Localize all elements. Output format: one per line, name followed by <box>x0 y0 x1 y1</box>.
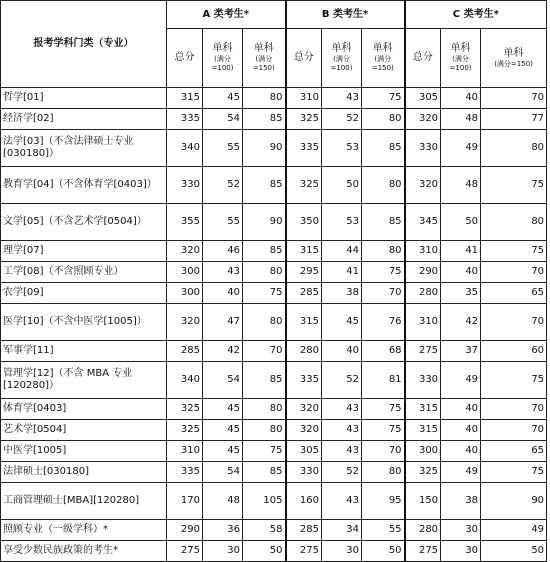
c-sub150-cell: 77 <box>481 109 547 130</box>
a-total-cell: 320 <box>167 304 203 341</box>
major-cell: 中医学[1005] <box>1 441 167 462</box>
b-total-cell: 335 <box>286 130 322 167</box>
c-sub150-cell: 75 <box>481 167 547 204</box>
b-sub150-cell: 80 <box>362 167 405 204</box>
c-total-cell: 325 <box>405 462 441 483</box>
b-sub150-cell: 80 <box>362 462 405 483</box>
c-sub100-cell: 41 <box>441 241 481 262</box>
table-row <box>1 483 547 520</box>
c-total-cell: 290 <box>405 262 441 283</box>
c-sub150-cell: 65 <box>481 441 547 462</box>
b-sub100-header <box>322 29 362 88</box>
c-sub100-cell: 38 <box>441 483 481 520</box>
a-sub150-cell: 80 <box>243 262 286 283</box>
table-row <box>1 541 547 562</box>
sub100-title: 单科 <box>331 43 352 54</box>
b-sub150-header <box>362 29 405 88</box>
major-cell: 教育学[04]（不含体育学[0403]） <box>1 167 167 204</box>
b-total-cell: 305 <box>286 441 322 462</box>
c-sub100-cell: 48 <box>441 109 481 130</box>
a-total-cell: 275 <box>167 541 203 562</box>
major-cell: 经济学[02] <box>1 109 167 130</box>
b-sub100-cell: 34 <box>322 520 362 541</box>
b-sub100-cell: 53 <box>322 130 362 167</box>
sub100-title: 单科 <box>450 43 471 54</box>
b-sub150-cell: 81 <box>362 362 405 399</box>
b-sub100-cell: 41 <box>322 262 362 283</box>
c-sub150-cell: 80 <box>481 204 547 241</box>
c-total-cell: 300 <box>405 441 441 462</box>
b-sub100-cell: 43 <box>322 483 362 520</box>
c-sub150-cell: 75 <box>481 362 547 399</box>
sub150-note: (满分=150) <box>494 59 533 68</box>
c-sub100-cell: 49 <box>441 362 481 399</box>
b-total-cell: 325 <box>286 109 322 130</box>
table-row <box>1 283 547 304</box>
b-total-cell: 285 <box>286 283 322 304</box>
a-sub150-cell: 75 <box>243 283 286 304</box>
c-total-cell: 280 <box>405 283 441 304</box>
c-sub100-header <box>441 29 481 88</box>
c-total-cell: 275 <box>405 341 441 362</box>
a-sub100-cell: 47 <box>203 304 243 341</box>
c-sub150-cell: 70 <box>481 262 547 283</box>
a-sub100-cell: 54 <box>203 462 243 483</box>
b-sub100-cell: 43 <box>322 441 362 462</box>
b-sub150-cell: 85 <box>362 204 405 241</box>
a-sub100-cell: 45 <box>203 420 243 441</box>
b-sub150-cell: 68 <box>362 341 405 362</box>
major-cell: 理学[07] <box>1 241 167 262</box>
c-total-cell: 310 <box>405 304 441 341</box>
major-cell: 管理学[12]（不含 MBA 专业[120280]） <box>1 362 167 399</box>
c-sub150-cell: 50 <box>481 541 547 562</box>
a-total-cell: 310 <box>167 441 203 462</box>
sub100-note: (满分=100) <box>211 55 234 72</box>
b-sub100-cell: 45 <box>322 304 362 341</box>
c-total-cell: 315 <box>405 420 441 441</box>
b-sub100-cell: 52 <box>322 362 362 399</box>
b-sub150-cell: 95 <box>362 483 405 520</box>
b-sub150-cell: 70 <box>362 283 405 304</box>
a-sub150-cell: 50 <box>243 541 286 562</box>
c-sub100-cell: 37 <box>441 341 481 362</box>
b-total-cell: 350 <box>286 204 322 241</box>
b-sub100-cell: 38 <box>322 283 362 304</box>
b-total-cell: 335 <box>286 362 322 399</box>
a-total-cell: 320 <box>167 241 203 262</box>
c-sub150-cell: 49 <box>481 520 547 541</box>
c-sub100-cell: 40 <box>441 441 481 462</box>
c-sub150-cell: 60 <box>481 341 547 362</box>
a-sub150-cell: 105 <box>243 483 286 520</box>
c-total-header: 总分 <box>405 29 441 88</box>
group-b-header: B 类考生* <box>286 1 405 29</box>
a-sub150-cell: 90 <box>243 130 286 167</box>
major-header: 报考学科门类（专业） <box>1 1 167 88</box>
b-sub150-cell: 55 <box>362 520 405 541</box>
c-sub100-cell: 40 <box>441 88 481 109</box>
c-total-cell: 150 <box>405 483 441 520</box>
major-cell: 医学[10]（不含中医学[1005]） <box>1 304 167 341</box>
a-total-cell: 300 <box>167 283 203 304</box>
table-row <box>1 441 547 462</box>
major-cell: 哲学[01] <box>1 88 167 109</box>
c-sub100-cell: 30 <box>441 541 481 562</box>
a-total-cell: 340 <box>167 362 203 399</box>
c-sub150-cell: 75 <box>481 462 547 483</box>
b-sub150-cell: 70 <box>362 441 405 462</box>
a-sub100-cell: 55 <box>203 204 243 241</box>
a-sub100-cell: 54 <box>203 362 243 399</box>
a-sub150-cell: 80 <box>243 399 286 420</box>
c-sub150-cell: 70 <box>481 399 547 420</box>
b-sub150-cell: 75 <box>362 88 405 109</box>
a-sub150-cell: 90 <box>243 204 286 241</box>
table-row <box>1 462 547 483</box>
a-sub150-header <box>243 29 286 88</box>
b-total-cell: 330 <box>286 462 322 483</box>
c-sub100-cell: 40 <box>441 399 481 420</box>
sub100-title: 单科 <box>212 43 233 54</box>
a-sub150-cell: 80 <box>243 420 286 441</box>
a-total-cell: 335 <box>167 462 203 483</box>
c-sub150-cell: 90 <box>481 483 547 520</box>
a-total-cell: 340 <box>167 130 203 167</box>
a-total-cell: 290 <box>167 520 203 541</box>
b-sub150-cell: 85 <box>362 130 405 167</box>
b-total-cell: 280 <box>286 341 322 362</box>
c-sub150-cell: 80 <box>481 130 547 167</box>
a-sub150-cell: 85 <box>243 362 286 399</box>
table-row <box>1 241 547 262</box>
c-sub150-cell: 65 <box>481 283 547 304</box>
b-total-cell: 320 <box>286 399 322 420</box>
b-sub150-cell: 75 <box>362 399 405 420</box>
c-sub100-cell: 42 <box>441 304 481 341</box>
sub150-note: (满分=150) <box>252 55 275 72</box>
b-sub100-cell: 40 <box>322 341 362 362</box>
c-total-cell: 320 <box>405 109 441 130</box>
b-sub150-cell: 75 <box>362 262 405 283</box>
a-total-cell: 170 <box>167 483 203 520</box>
b-total-cell: 285 <box>286 520 322 541</box>
c-total-cell: 305 <box>405 88 441 109</box>
c-sub100-cell: 40 <box>441 262 481 283</box>
group-a-header: A 类考生* <box>167 1 286 29</box>
major-cell: 法律硕士[030180] <box>1 462 167 483</box>
a-total-header: 总分 <box>167 29 203 88</box>
major-cell: 文学[05]（不含艺术学[0504]） <box>1 204 167 241</box>
b-total-cell: 320 <box>286 420 322 441</box>
a-sub100-cell: 43 <box>203 262 243 283</box>
a-sub100-cell: 45 <box>203 399 243 420</box>
a-sub100-cell: 45 <box>203 441 243 462</box>
c-total-cell: 310 <box>405 241 441 262</box>
c-total-cell: 345 <box>405 204 441 241</box>
b-sub100-cell: 30 <box>322 541 362 562</box>
b-sub100-cell: 43 <box>322 399 362 420</box>
b-sub100-cell: 50 <box>322 167 362 204</box>
c-sub100-cell: 35 <box>441 283 481 304</box>
score-table-body <box>1 1 547 562</box>
table-row <box>1 262 547 283</box>
c-total-cell: 330 <box>405 362 441 399</box>
sub150-title: 单科 <box>253 43 274 54</box>
sub100-note: (满分=100) <box>449 55 472 72</box>
a-total-cell: 330 <box>167 167 203 204</box>
a-sub100-header <box>203 29 243 88</box>
c-total-cell: 275 <box>405 541 441 562</box>
a-sub150-cell: 85 <box>243 462 286 483</box>
major-cell: 农学[09] <box>1 283 167 304</box>
a-sub100-cell: 30 <box>203 541 243 562</box>
a-sub100-cell: 55 <box>203 130 243 167</box>
b-sub150-cell: 80 <box>362 109 405 130</box>
a-total-cell: 355 <box>167 204 203 241</box>
a-total-cell: 325 <box>167 420 203 441</box>
c-sub150-cell: 75 <box>481 241 547 262</box>
a-sub100-cell: 52 <box>203 167 243 204</box>
a-total-cell: 325 <box>167 399 203 420</box>
table-row <box>1 88 547 109</box>
a-sub100-cell: 46 <box>203 241 243 262</box>
a-sub100-cell: 45 <box>203 88 243 109</box>
a-total-cell: 300 <box>167 262 203 283</box>
table-row <box>1 341 547 362</box>
c-total-cell: 315 <box>405 399 441 420</box>
table-row <box>1 520 547 541</box>
b-total-cell: 315 <box>286 241 322 262</box>
a-sub100-cell: 48 <box>203 483 243 520</box>
a-sub150-cell: 80 <box>243 304 286 341</box>
table-row <box>1 399 547 420</box>
b-total-cell: 315 <box>286 304 322 341</box>
major-cell: 享受少数民族政策的考生* <box>1 541 167 562</box>
b-sub100-cell: 44 <box>322 241 362 262</box>
a-sub100-cell: 42 <box>203 341 243 362</box>
a-sub100-cell: 40 <box>203 283 243 304</box>
table-row <box>1 167 547 204</box>
c-sub150-cell: 70 <box>481 88 547 109</box>
sub150-title: 单科 <box>503 47 524 59</box>
c-sub100-cell: 48 <box>441 167 481 204</box>
b-sub100-cell: 53 <box>322 204 362 241</box>
group-header-row <box>1 1 547 29</box>
c-sub100-cell: 40 <box>441 420 481 441</box>
b-sub150-cell: 50 <box>362 541 405 562</box>
table-row <box>1 420 547 441</box>
b-total-cell: 275 <box>286 541 322 562</box>
c-sub100-cell: 49 <box>441 462 481 483</box>
b-total-cell: 295 <box>286 262 322 283</box>
b-total-cell: 325 <box>286 167 322 204</box>
a-total-cell: 285 <box>167 341 203 362</box>
a-sub100-cell: 54 <box>203 109 243 130</box>
group-c-header: C 类考生* <box>405 1 547 29</box>
b-total-cell: 160 <box>286 483 322 520</box>
table-row <box>1 130 547 167</box>
b-sub150-cell: 76 <box>362 304 405 341</box>
b-sub150-cell: 80 <box>362 241 405 262</box>
major-cell: 工学[08]（不含照顾专业） <box>1 262 167 283</box>
a-sub150-cell: 85 <box>243 167 286 204</box>
major-cell: 工商管理硕士[MBA][120280] <box>1 483 167 520</box>
major-cell: 照顾专业（一级学科）* <box>1 520 167 541</box>
major-cell: 法学[03]（不含法律硕士专业[030180]） <box>1 130 167 167</box>
b-sub150-cell: 75 <box>362 420 405 441</box>
a-sub150-cell: 80 <box>243 88 286 109</box>
c-sub100-cell: 50 <box>441 204 481 241</box>
a-total-cell: 335 <box>167 109 203 130</box>
a-sub150-cell: 85 <box>243 109 286 130</box>
c-total-cell: 320 <box>405 167 441 204</box>
b-total-cell: 310 <box>286 88 322 109</box>
table-row <box>1 304 547 341</box>
a-sub150-cell: 58 <box>243 520 286 541</box>
c-sub100-cell: 30 <box>441 520 481 541</box>
b-sub100-cell: 43 <box>322 420 362 441</box>
c-sub150-cell: 70 <box>481 304 547 341</box>
major-cell: 体育学[0403] <box>1 399 167 420</box>
a-total-cell: 315 <box>167 88 203 109</box>
table-row <box>1 204 547 241</box>
major-cell: 艺术学[0504] <box>1 420 167 441</box>
c-sub100-cell: 49 <box>441 130 481 167</box>
a-sub150-cell: 70 <box>243 341 286 362</box>
major-cell: 军事学[11] <box>1 341 167 362</box>
c-sub150-header <box>481 29 547 88</box>
sub100-note: (满分=100) <box>330 55 353 72</box>
b-sub100-cell: 43 <box>322 88 362 109</box>
sub150-title: 单科 <box>372 43 393 54</box>
table-row <box>1 362 547 399</box>
c-total-cell: 280 <box>405 520 441 541</box>
sub150-note: (满分=150) <box>371 55 394 72</box>
c-sub150-cell: 70 <box>481 420 547 441</box>
a-sub150-cell: 85 <box>243 241 286 262</box>
table-row <box>1 109 547 130</box>
b-sub100-cell: 52 <box>322 462 362 483</box>
c-total-cell: 330 <box>405 130 441 167</box>
b-total-header: 总分 <box>286 29 322 88</box>
b-sub100-cell: 52 <box>322 109 362 130</box>
a-sub100-cell: 36 <box>203 520 243 541</box>
a-sub150-cell: 75 <box>243 441 286 462</box>
